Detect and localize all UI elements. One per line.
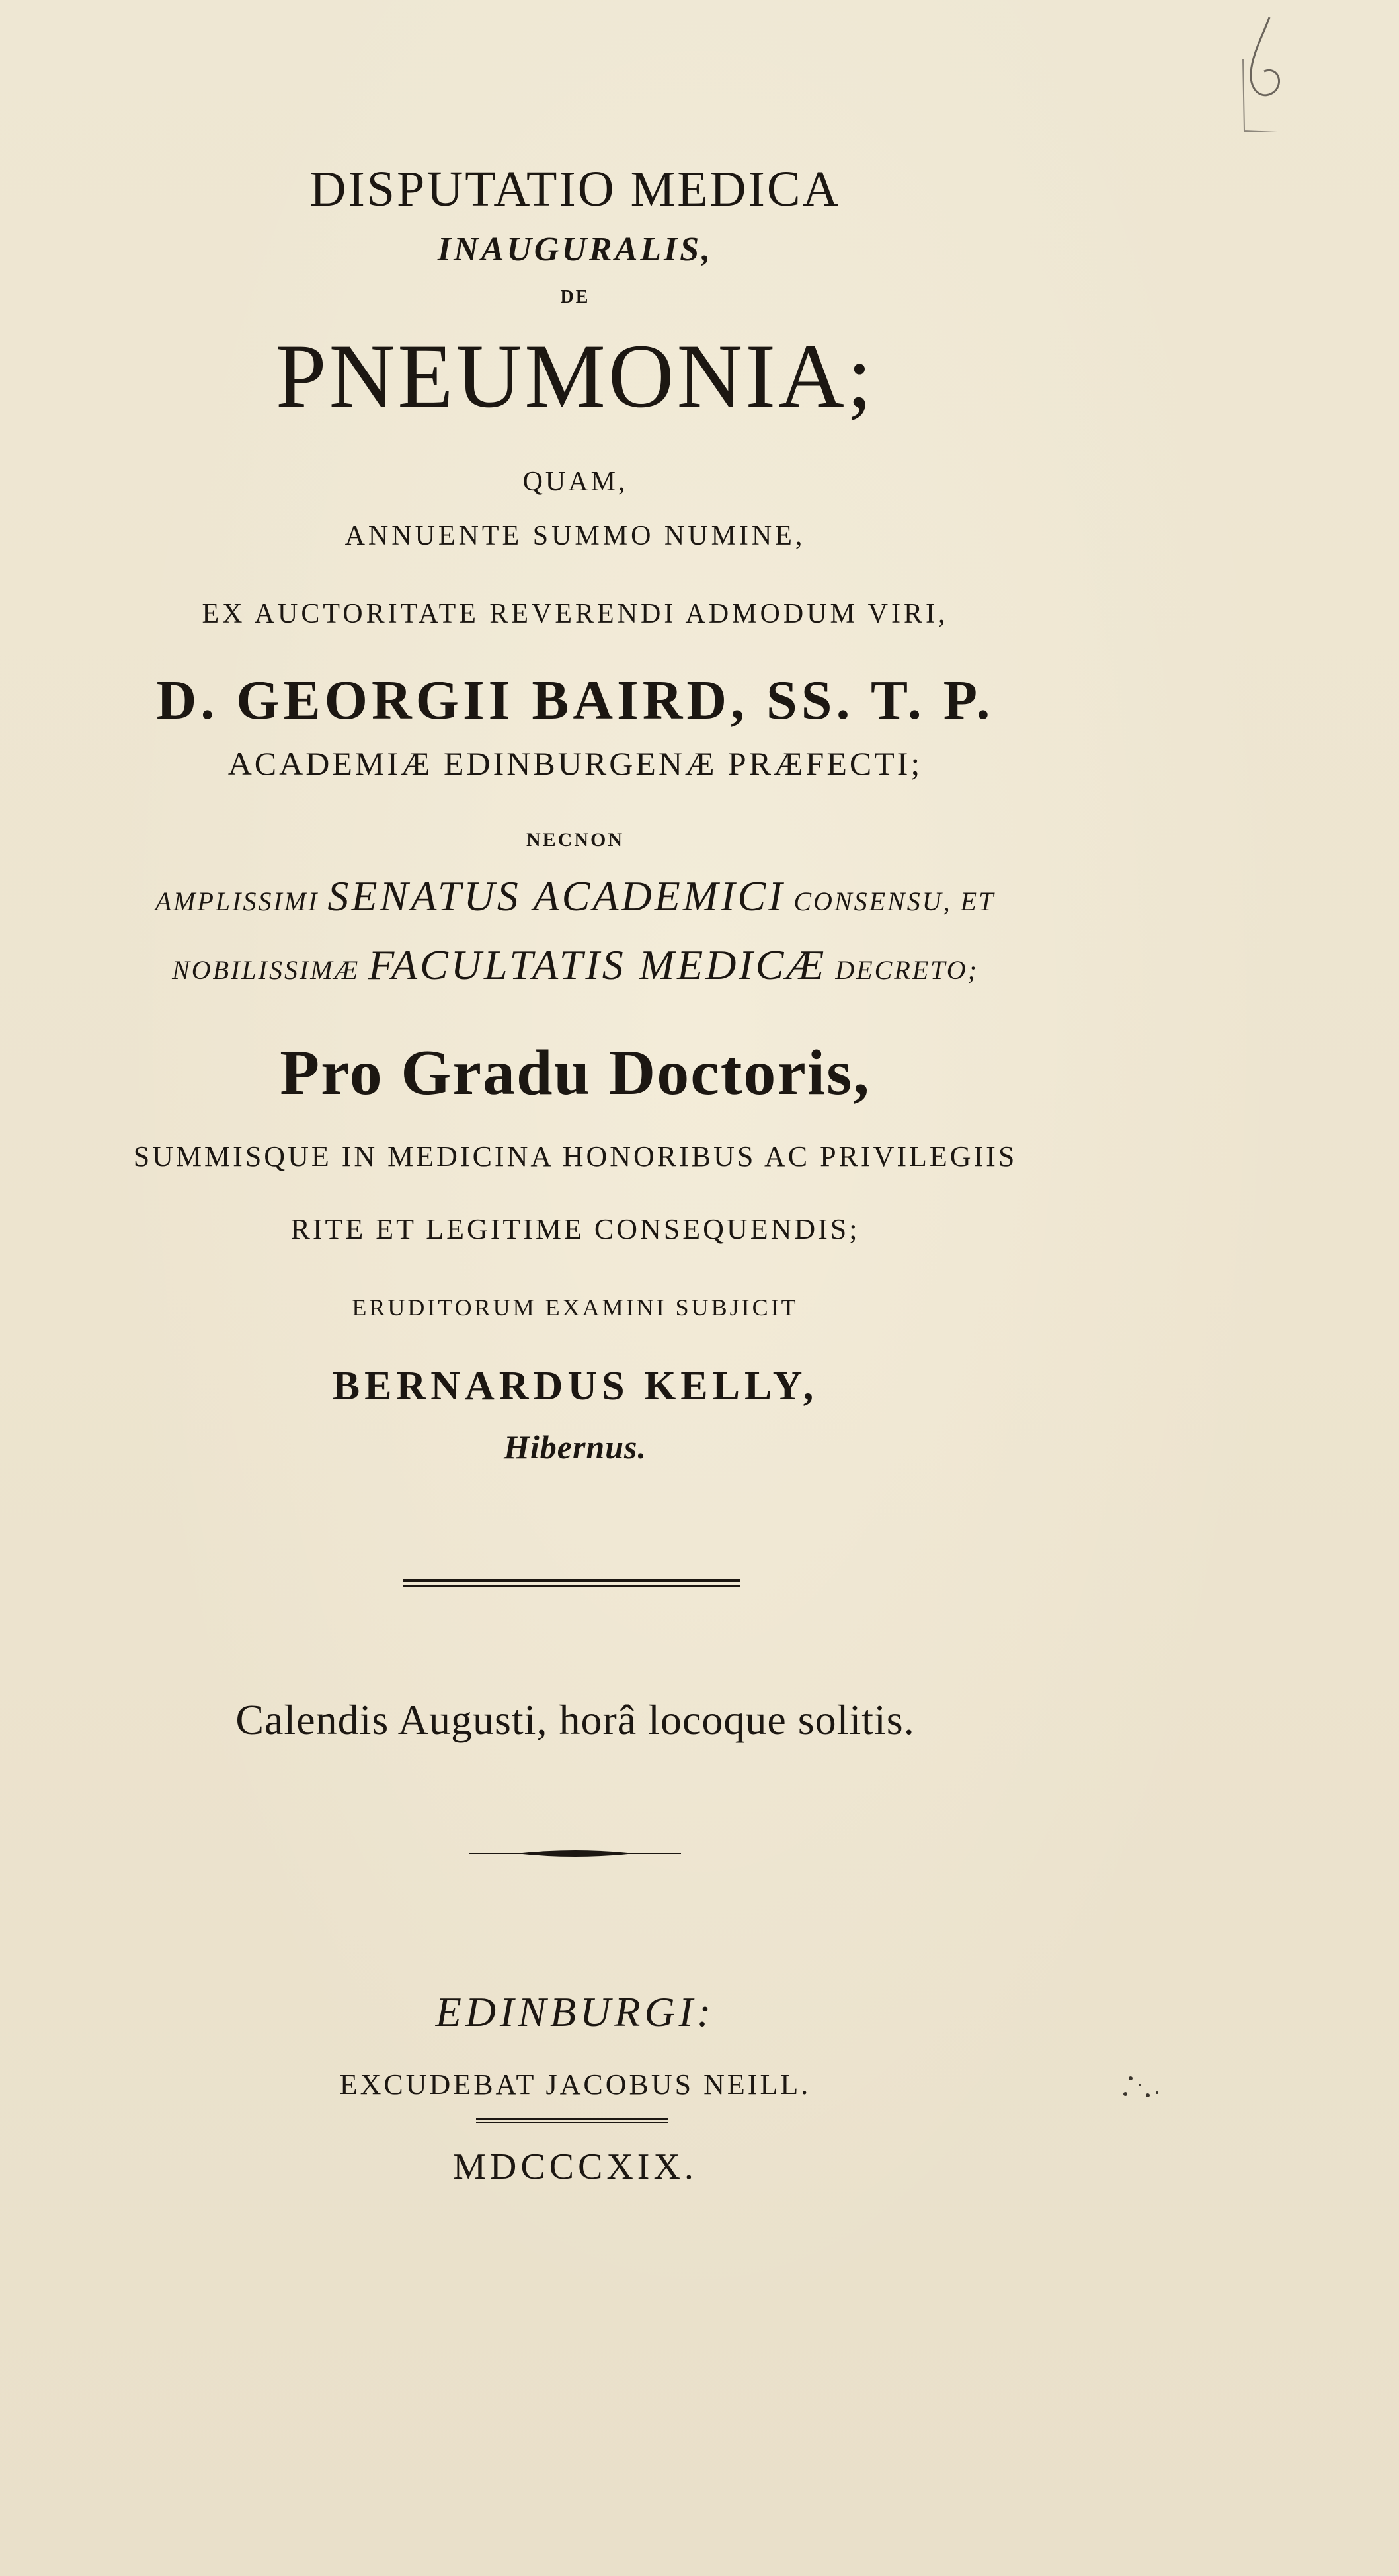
rite-line: RITE ET LEGITIME CONSEQUENDIS; [290,1213,860,1245]
senatus-main: SENATUS ACADEMICI [327,873,785,919]
author-name: BERNARDUS KELLY, [332,1364,819,1409]
preposition-de: DE [560,287,590,307]
facultatis-line [79,941,1071,988]
facultatis-main: FACULTATIS MEDICÆ [368,941,827,988]
imprint-rule [476,2118,668,2123]
title-line-2: INAUGURALIS, [437,231,713,268]
date-line: Calendis Augusti, horâ locoque solitis. [235,1696,915,1743]
subject-title: PNEUMONIA; [275,325,875,426]
imprint-printer: EXCUDEBAT JACOBUS NEILL. [339,2068,811,2101]
senatus-pre: AMPLISSIMI [155,886,319,916]
senatus-post: CONSENSU, ET [793,886,996,916]
necnon-line: NECNON [526,829,624,851]
auctoritate-line: EX AUCTORITATE REVERENDI ADMODUM VIRI, [202,599,949,629]
double-rule-divider [403,1579,740,1589]
ornamental-rule [469,1848,681,1859]
author-origin: Hibernus. [503,1428,647,1465]
imprint-place: EDINBURGI: [435,1988,715,2035]
senatus-line [79,875,1071,917]
imprint-year: MDCCCXIX. [453,2146,698,2187]
title-line-1: DISPUTATIO MEDICA [309,161,841,217]
facultatis-pre: NOBILISSIMÆ [172,955,360,985]
annuente-line: ANNUENTE SUMMO NUMINE, [344,521,806,551]
eruditorum-line: ERUDITORUM EXAMINI SUBJICIT [352,1294,799,1321]
gradu-doctoris-line: Pro Gradu Doctoris, [280,1037,871,1109]
facultatis-post: DECRETO; [835,955,979,985]
quam-line: QUAM, [522,467,628,497]
handwritten-folio-mark [1238,13,1304,132]
praefect-name: D. GEORGII BAIRD, SS. T. P. [156,670,994,731]
ink-specks [1111,2065,1177,2111]
academiae-line: ACADEMIÆ EDINBURGENÆ PRÆFECTI; [227,745,923,782]
summisque-line: SUMMISQUE IN MEDICINA HONORIBUS AC PRIVILEGIIS [133,1140,1018,1173]
